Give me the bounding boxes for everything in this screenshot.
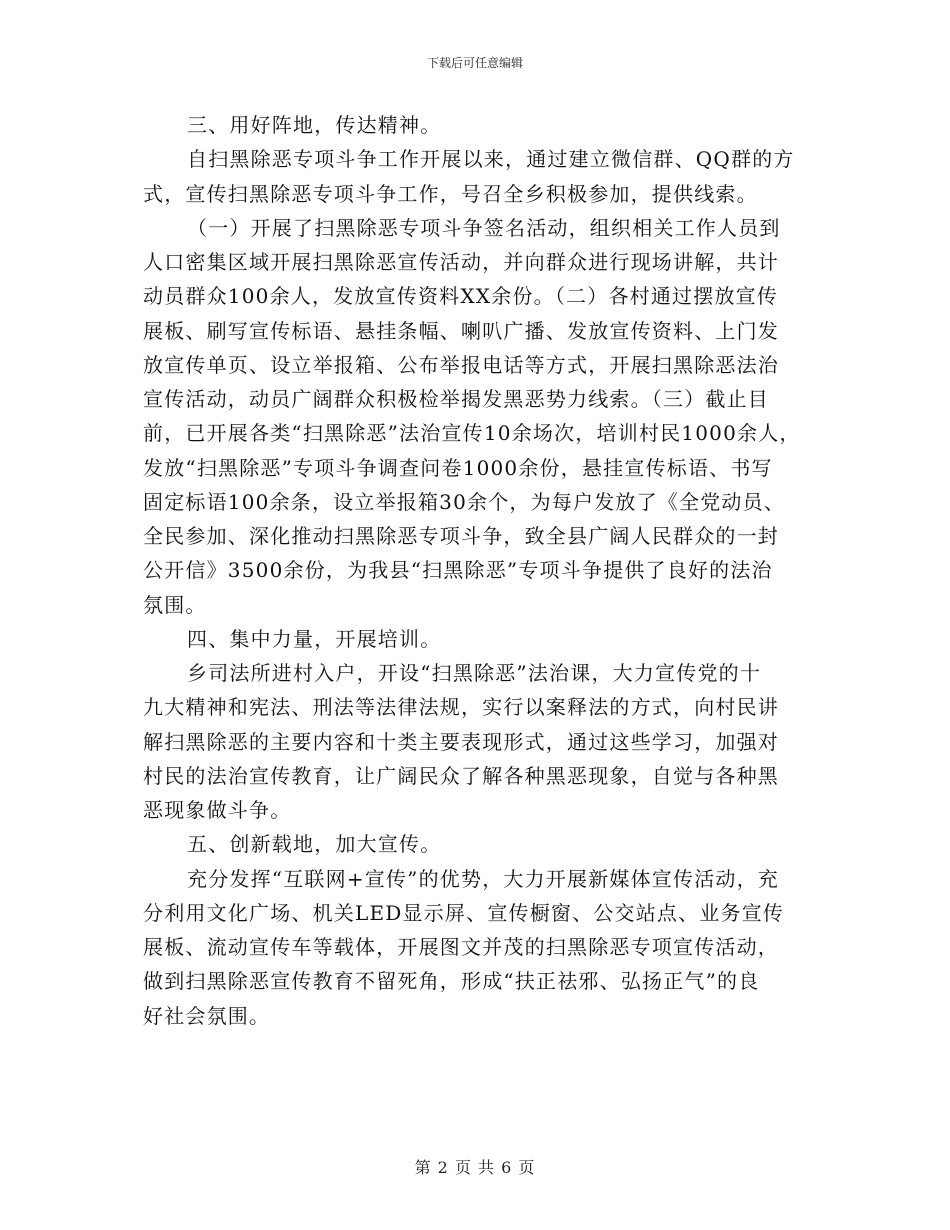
text-line: 充分发挥“互联网+宣传”的优势，大力开展新媒体宣传活动，充: [187, 866, 780, 891]
text-line: 前，已开展各类“扫黑除恶”法治宣传10余场次，培训村民1000余人，: [143, 421, 801, 446]
text-line: 恶现象做斗争。: [143, 798, 292, 822]
text-line: 好社会氛围。: [143, 1003, 271, 1028]
text-line: 自扫黑除恶专项斗争工作开展以来，通过建立微信群、QQ群的方: [187, 147, 795, 172]
text-line: 九大精神和宪法、刑法等法律法规，实行以案释法的方式，向村民讲: [143, 695, 779, 720]
text-line: 五、创新载地，加大宣传。: [187, 832, 442, 857]
text-line: 村民的法治宣传教育，让广阔民众了解各种黑恶现象，自觉与各种黑: [143, 763, 779, 788]
text-line: 动员群众100余人，发放宣传资料XX余份。（二）各村通过摆放宣传: [143, 284, 779, 309]
text-line: 发放“扫黑除恶”专项斗争调查问卷1000余份，悬挂宣传标语、书写: [143, 455, 773, 480]
text-line: 氛围。: [143, 592, 207, 617]
text-line: 乡司法所进村入户，开设“扫黑除恶”法治课，大力宣传党的十: [187, 661, 762, 685]
text-line: 固定标语100余条，设立举报箱30余个，为每户发放了《全党动员、: [143, 489, 786, 514]
text-line: 做到扫黑除恶宣传教育不留死角，形成“扶正祛邪、弘扬正气”的良: [143, 969, 760, 994]
page-number: 第 2 页 共 6 页: [414, 1158, 536, 1177]
text-line: 解扫黑除恶的主要内容和十类主要表现形式，通过这些学习，加强对: [143, 729, 779, 754]
text-line: 分利用文化广场、机关LED显示屏、宣传橱窗、公交站点、业务宣传: [143, 900, 785, 925]
text-line: 公开信》3500余份，为我县“扫黑除恶”专项斗争提供了良好的法治: [143, 558, 773, 583]
text-line: 人口密集区域开展扫黑除恶宣传活动，并向群众进行现场讲解，共计: [143, 250, 779, 274]
text-line: （一）开展了扫黑除恶专项斗争签名活动，组织相关工作人员到: [187, 215, 781, 240]
text-line: 展板、流动宣传车等载体，开展图文并茂的扫黑除恶专项宣传活动，: [143, 935, 779, 959]
text-line: 宣传活动，动员广阔群众积极检举揭发黑恶势力线索。（三）截止目: [143, 387, 769, 411]
page-header: 下载后可任意编辑: [426, 56, 523, 70]
text-line: 放宣传单页、设立举报箱、公布举报电话等方式，开展扫黑除恶法治: [143, 352, 779, 377]
text-line: 展板、刷写宣传标语、悬挂条幅、喇叭广播、发放宣传资料、上门发: [143, 318, 779, 343]
text-line: 四、集中力量，开展培训。: [187, 626, 442, 651]
document-body: [143, 108, 808, 1033]
text-line: 式，宣传扫黑除恶专项斗争工作，号召全乡积极参加，提供线索。: [143, 181, 758, 206]
text-line: 全民参加、深化推动扫黑除恶专项斗争，致全县广阔人民群众的一封: [143, 524, 779, 548]
text-line: 三、用好阵地，传达精神。: [187, 113, 442, 137]
